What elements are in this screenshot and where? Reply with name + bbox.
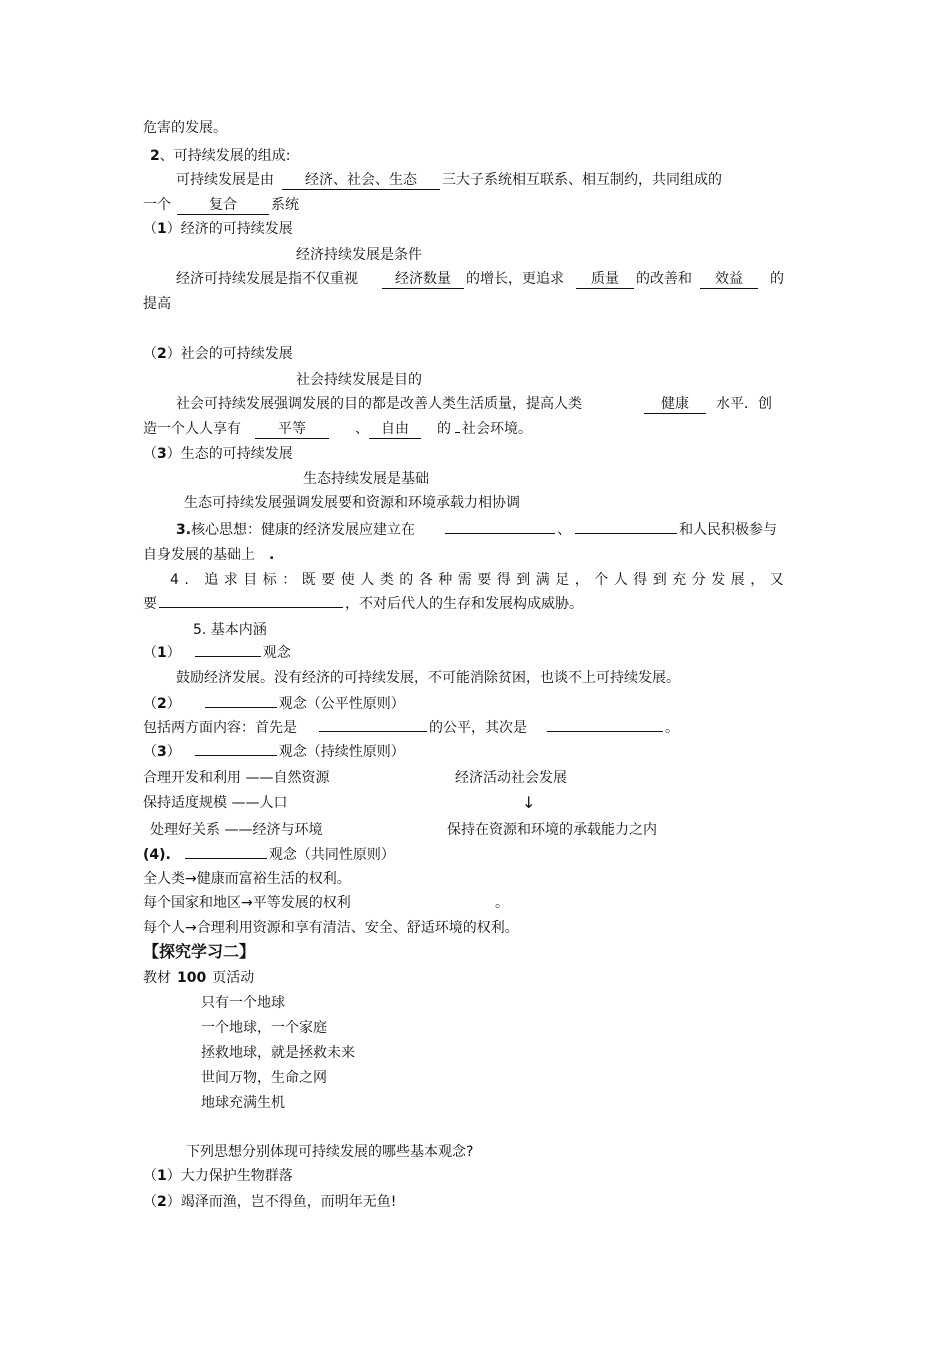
slogan-5: 地球充满生机 [201, 1095, 285, 1111]
fill-blank-quantity: 经济数量 [382, 271, 464, 289]
fill-blank-concept-4 [185, 858, 267, 859]
explore-heading: 【探究学习二】 [143, 942, 256, 961]
sub-heading-economic: （1）经济的可持续发展 [143, 221, 293, 237]
fill-blank-systems: 经济、社会、生态 [282, 172, 440, 190]
fill-blank-benefit: 效益 [700, 271, 758, 289]
fill-blank-core-1 [445, 533, 555, 534]
concept-3: （3） 观念（持续性原则） [143, 744, 405, 760]
textbook-activity: 教材 100 页活动 [143, 970, 255, 986]
fill-blank-goal [159, 607, 343, 608]
right-individual: 每个人→合理利用资源和享有清洁、安全、舒适环境的权利。 [143, 920, 519, 936]
fill-blank-concept-1 [195, 656, 261, 657]
social-sentence-2: 造一个人人享有 平等 、 自由 的 社会环境。 [143, 421, 532, 437]
fill-blank-fairness-2 [547, 731, 663, 732]
social-center-line: 社会持续发展是目的 [296, 372, 422, 388]
section-5-heading: 5. 基本内涵 [193, 622, 267, 638]
fill-blank-fairness-1 [319, 731, 427, 732]
flow-row-1-right: 经济活动社会发展 [455, 770, 567, 786]
fill-blank-equality: 平等 [255, 421, 329, 439]
sub-heading-social: （2）社会的可持续发展 [143, 346, 293, 362]
intro-text: 危害的发展。 [143, 120, 227, 136]
sub-heading-ecological: （3）生态的可持续发展 [143, 446, 293, 462]
flow-row-3-left: 处理好关系 ——经济与环境 [150, 822, 323, 838]
fill-blank-concept-3 [195, 755, 277, 756]
concept-1-desc: 鼓励经济发展。没有经济的可持续发展，不可能消除贫困，也谈不上可持续发展。 [176, 670, 680, 686]
section-2-heading: 2、可持续发展的组成: [150, 148, 291, 164]
fill-blank-concept-2 [205, 707, 277, 708]
section-3-core-idea: 3.核心思想：健康的经济发展应建立在 、 和人民积极参与 [176, 522, 778, 538]
section-4-goal-2: 要 ，不对后代人的生存和发展构成威胁。 [143, 596, 583, 612]
concept-2: （2） 观念（公平性原则） [143, 696, 405, 712]
concept-2-desc: 包括两方面内容：首先是 的公平，其次是 。 [143, 720, 679, 736]
flow-row-1-left: 合理开发和利用 ——自然资源 [143, 770, 330, 786]
composition-sentence: 可持续发展是由 经济、社会、生态 三大子系统相互联系、相互制约，共同组成的 [176, 172, 722, 188]
flow-row-2-left: 保持适度规模 ——人口 [143, 795, 288, 811]
fill-blank-health: 健康 [644, 396, 706, 414]
economic-center-line: 经济持续发展是条件 [296, 247, 422, 263]
flow-row-3-right: 保持在资源和环境的承载能力之内 [447, 822, 657, 838]
section-4-goal: 4. 追求目标：既要使人类的各种需要得到满足，个人得到充分发展，又 [170, 572, 790, 588]
right-nations-period: 。 [495, 895, 509, 911]
concept-4: (4). 观念（共同性原则） [143, 847, 395, 863]
section-3-core-idea-2: 自身发展的基础上 . [143, 547, 275, 563]
down-arrow-icon: ↓ [522, 793, 536, 812]
concept-1: （1） 观念 [143, 645, 291, 661]
question-prompt: 下列思想分别体现可持续发展的哪些基本观念? [186, 1144, 474, 1160]
composition-sentence-2: 一个 复合 系统 [143, 197, 299, 213]
fill-blank-freedom: 自由 [369, 421, 421, 439]
slogan-3: 拯救地球，就是拯救未来 [201, 1045, 355, 1061]
social-sentence: 社会可持续发展强调发展的目的都是改善人类生活质量，提高人类 健康 水平．创 [176, 396, 772, 412]
economic-sentence-2: 提高 [143, 296, 171, 312]
right-mankind: 全人类→健康而富裕生活的权利。 [143, 871, 351, 887]
slogan-4: 世间万物，生命之网 [201, 1070, 327, 1086]
fill-blank-complex: 复合 [177, 197, 269, 215]
ecological-center-line: 生态持续发展是基础 [303, 471, 429, 487]
slogan-2: 一个地球，一个家庭 [201, 1020, 327, 1036]
slogan-1: 只有一个地球 [201, 995, 285, 1011]
ecological-sentence: 生态可持续发展强调发展要和资源和环境承载力相协调 [184, 495, 520, 511]
right-nations: 每个国家和地区→平等发展的权利 [143, 895, 351, 911]
question-2: （2）竭泽而渔，岂不得鱼，而明年无鱼! [143, 1194, 397, 1210]
fill-blank-core-2 [575, 533, 677, 534]
fill-blank-quality: 质量 [576, 271, 634, 289]
economic-sentence: 经济可持续发展是指不仅重视 经济数量 的增长，更追求 质量 的改善和 效益 的 [176, 271, 784, 287]
question-1: （1）大力保护生物群落 [143, 1168, 293, 1184]
